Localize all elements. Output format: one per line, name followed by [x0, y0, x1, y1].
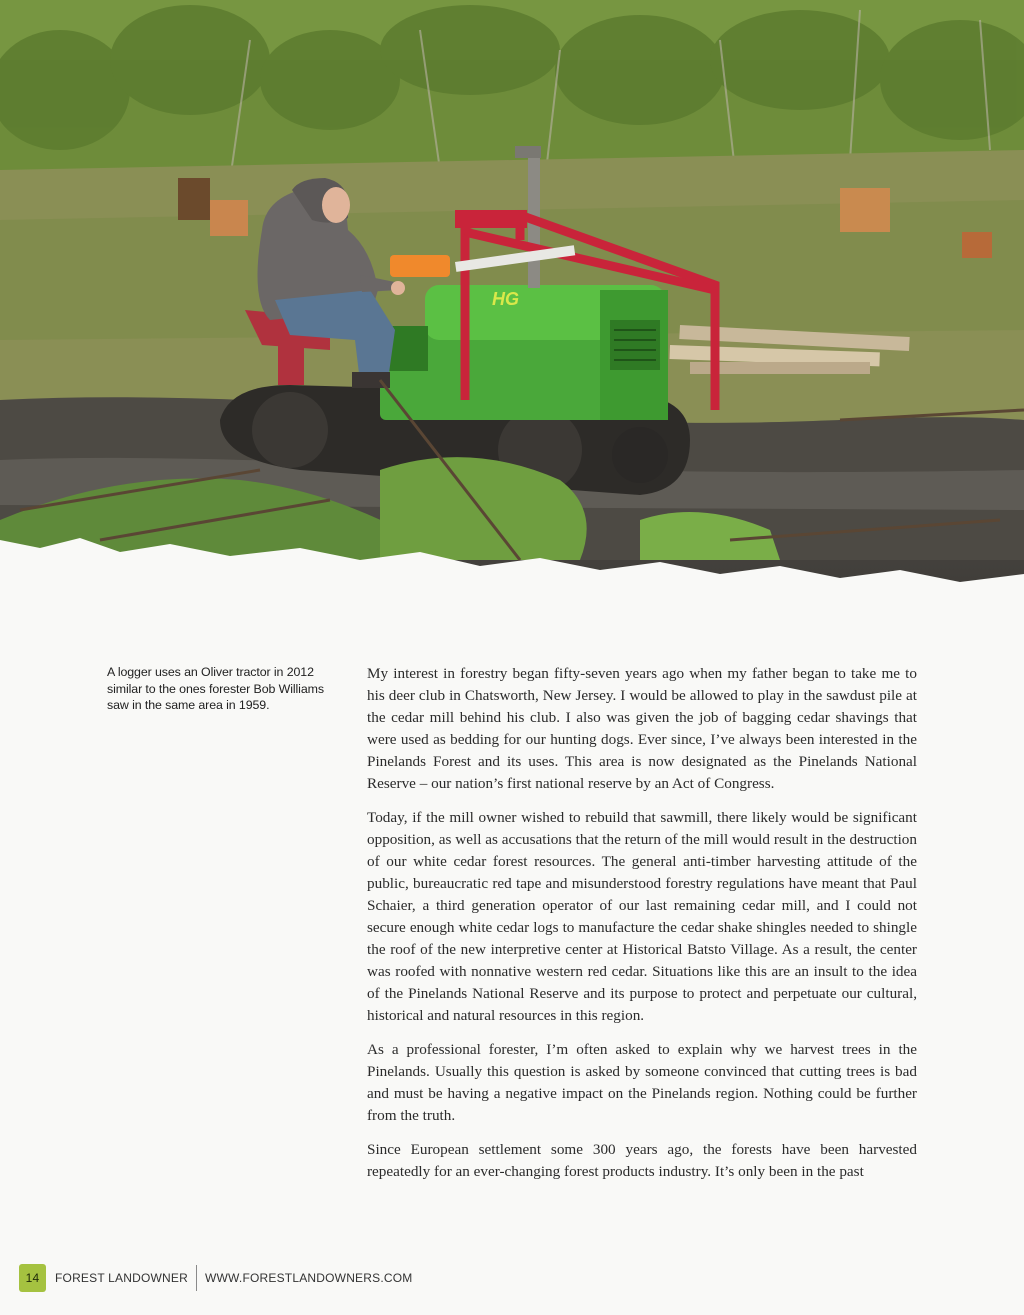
photo-caption: A logger uses an Oliver tractor in 2012 similar to the ones forester Bob Williams saw in the same area in 1959.: [107, 665, 324, 712]
tractor-brand-mark: HG: [492, 289, 519, 309]
article-paragraph: As a professional forester, I’m often asked to explain why we harvest trees in the Pinelands. Usually this question is asked by someone convinced that cutting trees is bad and must be having a negative impact on the Pinelands region. Nothing could be further from the truth.: [367, 1041, 917, 1124]
article-paragraph: Today, if the mill owner wished to rebuild that sawmill, there likely would be significant opposition, as well as accusations that the return of the mill would result in the destruction of our white cedar forest resources. The general anti-timber harvesting attitude of the public, bureaucratic red tape and misunderstood forestry regulations have meant that Paul Schaier, a third generation operator of our last remaining cedar mill, and I could not secure enough white cedar logs to manufacture the cedar shake shingles needed to shingle the roof of the new interpretive center at Historical Batsto Village. As a result, the center was roofed with nonnative western red cedar. Situations like this are an insult to the idea of the Pinelands National Reserve and its purpose to protect and perpetuate our cultural, historical and natural resources in this region.: [367, 809, 917, 1024]
page-footer: [19, 1264, 412, 1292]
page-number-badge: [19, 1264, 46, 1292]
page-number: 14: [25, 1271, 40, 1285]
header-photo: [0, 0, 1024, 625]
footer-divider: [196, 1265, 197, 1291]
website-link[interactable]: WWW.FORESTLANDOWNERS.COM: [205, 1271, 413, 1285]
article-body: [367, 663, 917, 1195]
publication-name: FOREST LANDOWNER: [55, 1271, 188, 1285]
article-paragraph: My interest in forestry began fifty-seven years ago when my father began to take me to his deer club in Chatsworth, New Jersey. I would be allowed to play in the sawdust pile at the cedar mill behind his club. I also was given the job of bagging cedar shavings that were used as bedding for our hunting dogs. Ever since, I’ve always been interested in the Pinelands Forest and its uses. This area is now designated as the Pinelands National Reserve – our nation’s first national reserve by an Act of Congress.: [367, 665, 917, 792]
article-paragraph: Since European settlement some 300 years ago, the forests have been harvested repeatedly for an ever-changing forest products industry. It’s only been in the past: [367, 1141, 917, 1180]
photo-illustration: [0, 0, 1024, 625]
